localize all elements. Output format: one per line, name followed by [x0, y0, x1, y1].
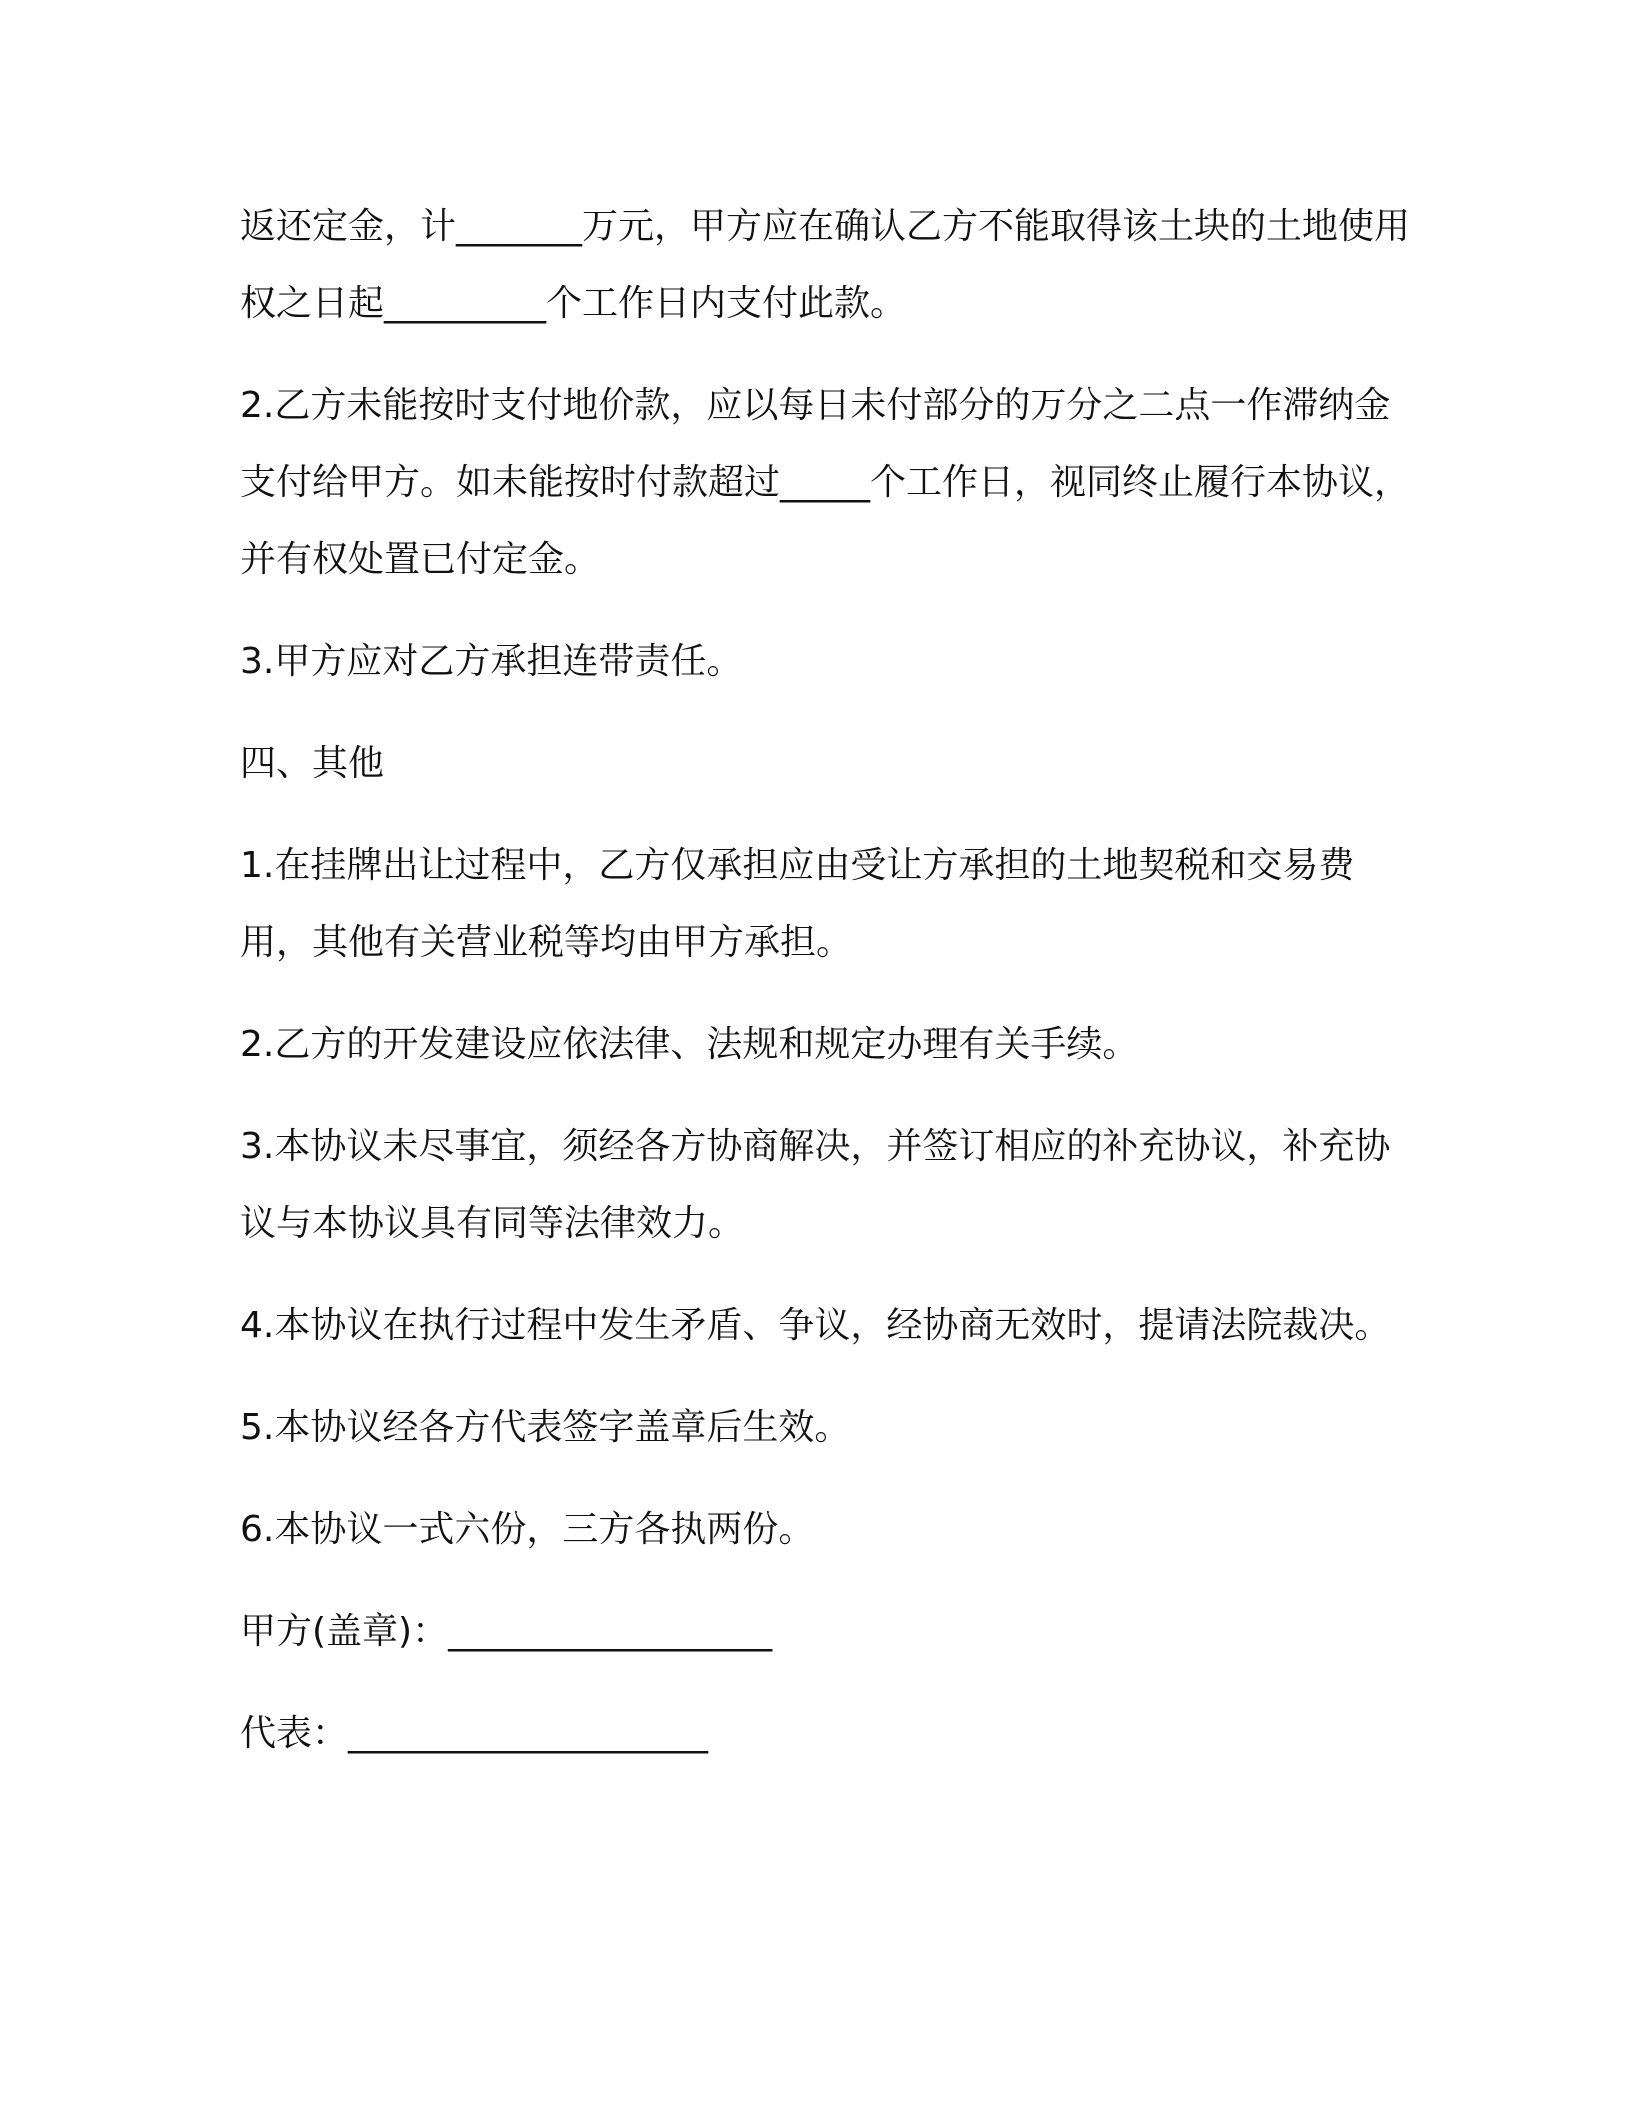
paragraph-joint-liability: 3.甲方应对乙方承担连带责任。 [240, 641, 743, 682]
paragraph-dispute: 4.本协议在执行过程中发生矛盾、争议，经协商无效时，提请法院裁决。 [240, 1305, 1391, 1346]
paragraph-supplementary: 3.本协议未尽事宜，须经各方协商解决，并签订相应的补充协议，补充协议与本协议具有同等法律效力。 [240, 1126, 1391, 1244]
paragraph-late-payment: 2.乙方未能按时支付地价款，应以每日未付部分的万分之二点一作滞纳金支付给甲方。如未能按时付款超过_____个工作日，视同终止履行本协议，并有权处置已付定金。 [240, 385, 1411, 580]
paragraph-copies: 6.本协议一式六份，三方各执两份。 [240, 1509, 815, 1550]
paragraph-procedures: 2.乙方的开发建设应依法律、法规和规定办理有关手续。 [240, 1024, 1139, 1065]
document-body [240, 188, 1410, 1797]
signature-representative: 代表：____________________ [240, 1713, 709, 1754]
paragraph-effective: 5.本协议经各方代表签字盖章后生效。 [240, 1407, 851, 1448]
section-heading-other: 四、其他 [240, 743, 385, 784]
signature-party-a: 甲方(盖章)：__________________ [240, 1611, 773, 1652]
paragraph-taxes-fees: 1.在挂牌出让过程中，乙方仅承担应由受让方承担的土地契税和交易费用，其他有关营业税等均由甲方承担。 [240, 845, 1355, 963]
paragraph-deposit-refund: 返还定金，计_______万元，甲方应在确认乙方不能取得该土块的土地使用权之日起_________个工作日内支付此款。 [240, 206, 1411, 324]
